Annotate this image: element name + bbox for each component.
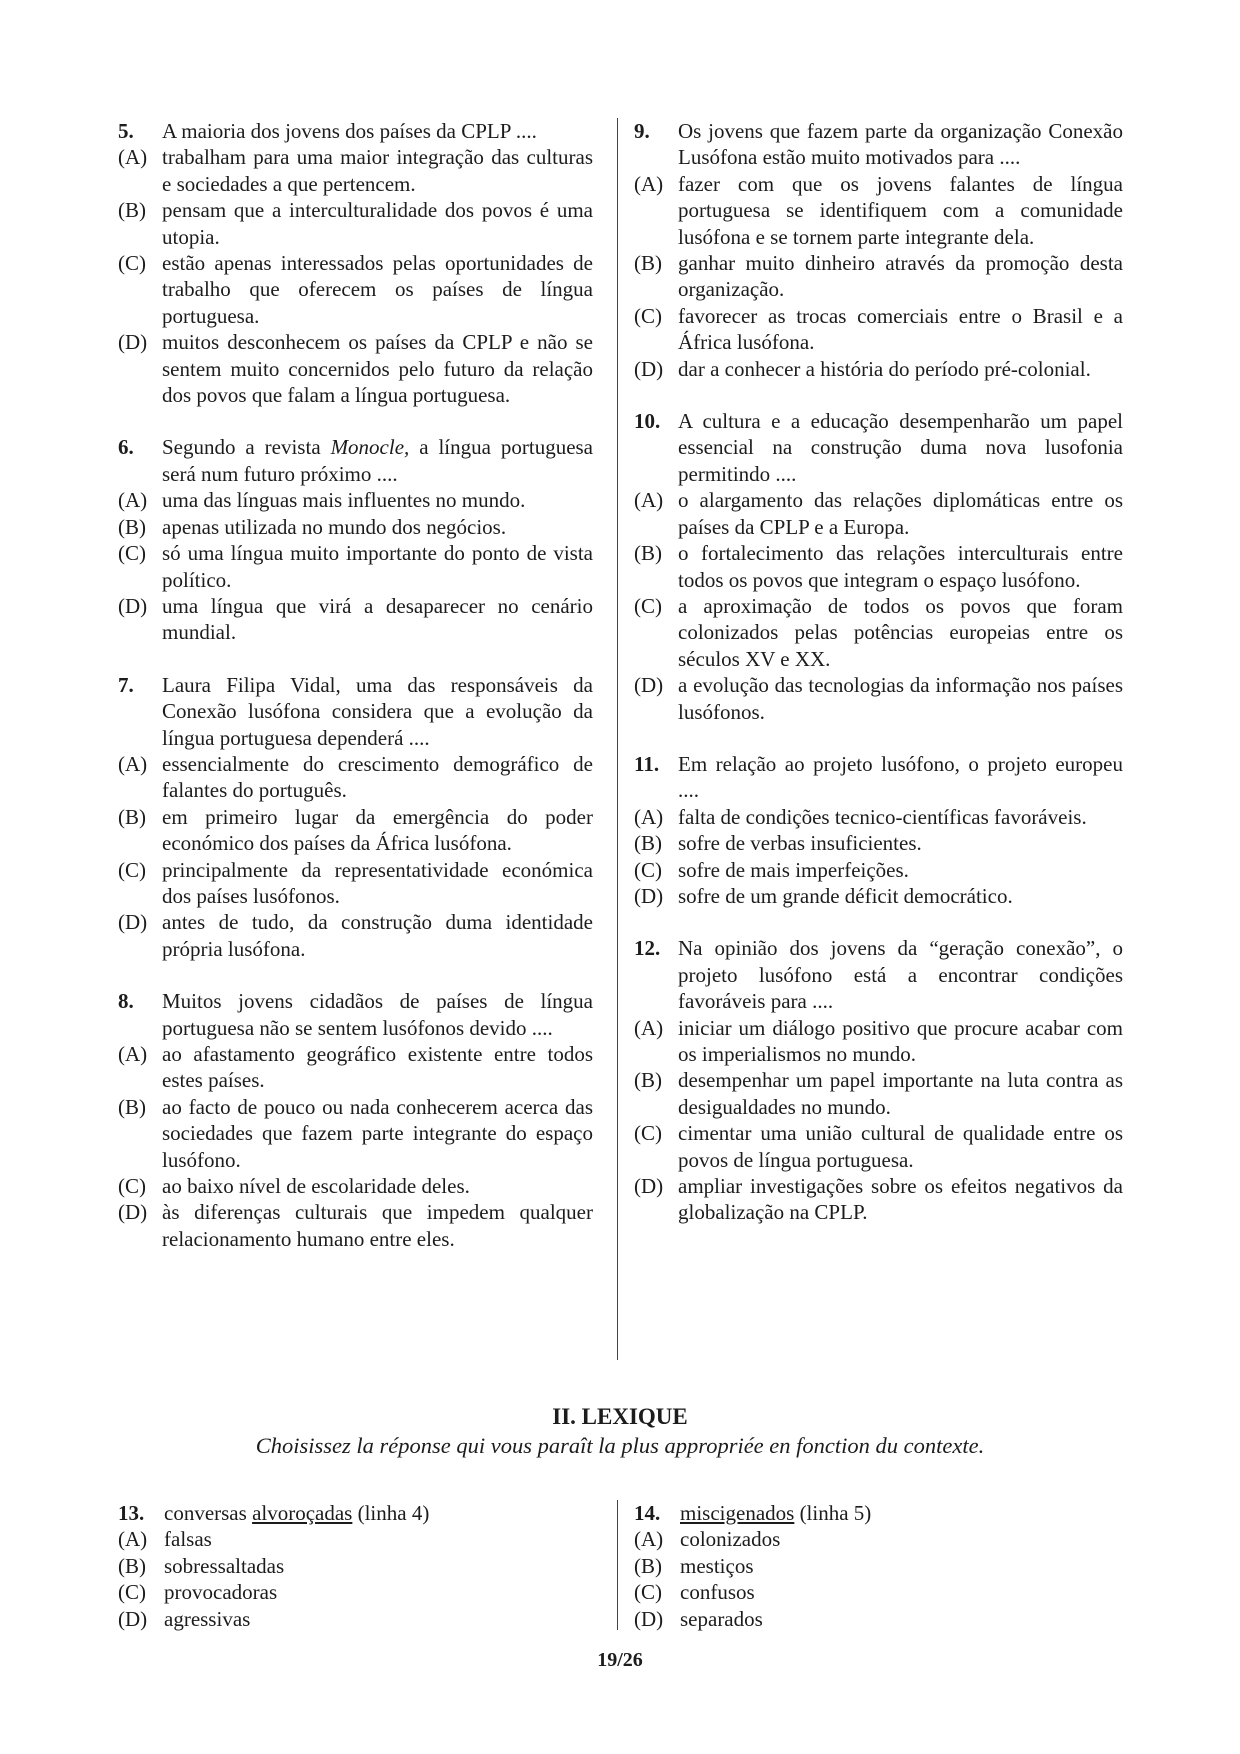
question-stem: A cultura e a educação desempenharão um papel essencial na construção duma nova lusofonia permitindo ....	[678, 409, 1123, 486]
option-text: sofre de um grande déficit democrático.	[678, 883, 1013, 908]
option-text: às diferenças culturais que impedem qualquer relacionamento humano entre eles.	[162, 1200, 593, 1251]
option-text: ganhar muito dinheiro através da promoção desta organização.	[678, 251, 1123, 302]
option-text: apenas utilizada no mundo dos negócios.	[162, 514, 507, 539]
question-number: 13.	[118, 1501, 145, 1525]
option-text: uma língua que virá a desaparecer no cenário mundial.	[162, 593, 593, 645]
stem-text: a língua portuguesa será num futuro próximo ....	[162, 435, 594, 486]
option-text: muitos desconhecem os países da CPLP e não se sentem muito concernidos pelo futuro da relação dos povos que falam a língua portuguesa.	[162, 330, 593, 408]
option-text: cimentar uma união cultural de qualidade entre os povos de língua portuguesa.	[678, 1121, 1123, 1172]
underlined-term: alvoroçadas	[252, 1501, 353, 1525]
option-text: ao facto de pouco ou nada conhecerem acerca das sociedades que fazem parte integrante do espaço lusófono.	[162, 1094, 593, 1172]
option-letter: (B)	[634, 831, 662, 856]
option-text: trabalham para uma maior integração das culturas e sociedades a que pertencem.	[162, 145, 593, 196]
question-number: 7.	[118, 672, 134, 697]
option-letter: (A)	[118, 488, 148, 513]
question-stem	[164, 1500, 593, 1526]
right-column	[634, 118, 1123, 1226]
question-stem	[680, 1500, 1123, 1526]
underlined-term: miscigenados	[680, 1501, 795, 1525]
option-text: iniciar um diálogo positivo que procure acabar com os imperialismos no mundo.	[678, 1015, 1123, 1066]
left-column	[118, 118, 593, 1252]
question-number: 8.	[118, 989, 134, 1014]
option-text: sobressaltadas	[164, 1553, 285, 1578]
option-letter: (D)	[118, 593, 148, 618]
option-letter: (B)	[118, 198, 146, 223]
option-text: mestiços	[680, 1553, 754, 1578]
option-letter: (B)	[118, 1553, 146, 1578]
question-10	[634, 408, 1123, 725]
option-letter: (C)	[118, 251, 146, 276]
question-number: 12.	[634, 936, 661, 961]
option-text: agressivas	[164, 1606, 251, 1631]
option-letter: (D)	[118, 1200, 148, 1225]
option-letter: (B)	[118, 514, 146, 539]
option-text: falta de condições tecnico-científicas favoráveis.	[678, 804, 1087, 829]
option-letter: (C)	[118, 541, 146, 566]
question-12	[634, 935, 1123, 1225]
stem-text: conversas	[164, 1501, 253, 1525]
option-letter: (A)	[118, 751, 148, 776]
option-text: fazer com que os jovens falantes de língua portuguesa se identifiquem com a comunidade lusófona e se tornem parte integrante dela.	[678, 171, 1123, 249]
option-letter: (A)	[118, 145, 148, 170]
option-letter: (D)	[634, 1174, 664, 1199]
question-stem: Os jovens que fazem parte da organização Conexão Lusófona estão muito motivados para ....	[678, 119, 1123, 170]
option-text: a evolução das tecnologias da informação nos países lusófonos.	[678, 673, 1123, 724]
option-letter: (C)	[118, 1580, 146, 1605]
question-number: 5.	[118, 119, 134, 143]
option-text: em primeiro lugar da emergência do poder económico dos países da África lusófona.	[162, 804, 593, 856]
option-text: antes de tudo, da construção duma identidade própria lusófona.	[162, 910, 593, 961]
option-letter: (C)	[118, 857, 146, 882]
page-number: 19/26	[597, 1649, 643, 1671]
question-number: 14.	[634, 1501, 661, 1525]
option-text: ao baixo nível de escolaridade deles.	[162, 1174, 470, 1199]
line-reference: (linha 4)	[352, 1501, 430, 1525]
option-text: dar a conhecer a história do período pré-colonial.	[678, 356, 1091, 381]
question-13	[118, 1500, 593, 1632]
question-14	[634, 1500, 1123, 1632]
option-letter: (D)	[118, 1606, 148, 1631]
question-stem: Em relação ao projeto lusófono, o projeto europeu ....	[678, 751, 1123, 803]
line-reference: (linha 5)	[794, 1501, 872, 1525]
option-letter: (D)	[118, 330, 148, 355]
option-text: o alargamento das relações diplomáticas entre os países da CPLP e a Europa.	[678, 488, 1123, 539]
option-letter: (D)	[118, 910, 148, 935]
option-text: separados	[680, 1606, 763, 1631]
option-letter: (C)	[634, 593, 662, 618]
option-letter: (C)	[634, 1580, 662, 1605]
option-text: pensam que a interculturalidade dos povos é uma utopia.	[162, 198, 593, 249]
question-stem: Muitos jovens cidadãos de países de língua portuguesa não se sentem lusófonos devido ....	[162, 989, 593, 1040]
option-letter: (B)	[634, 1553, 662, 1578]
option-letter: (D)	[634, 356, 664, 381]
question-stem: Laura Filipa Vidal, uma das responsáveis da Conexão lusófona considera que a evolução da língua portuguesa dependerá ....	[162, 672, 593, 750]
option-letter: (D)	[634, 883, 664, 908]
option-text: provocadoras	[164, 1580, 278, 1605]
option-text: ampliar investigações sobre os efeitos negativos da globalização na CPLP.	[678, 1174, 1123, 1225]
option-letter: (C)	[634, 1121, 662, 1146]
column-divider-bottom	[617, 1500, 618, 1630]
option-text: o fortalecimento das relações interculturais entre todos os povos que integram o espaço lusófono.	[678, 541, 1123, 592]
option-letter: (A)	[634, 1015, 664, 1040]
question-5	[118, 118, 593, 408]
option-letter: (A)	[634, 488, 664, 513]
option-text: colonizados	[680, 1527, 781, 1552]
question-stem	[162, 434, 593, 487]
option-letter: (A)	[118, 1042, 148, 1066]
option-letter: (A)	[634, 1527, 664, 1552]
section-heading: II. LEXIQUE	[552, 1404, 688, 1429]
option-letter: (C)	[634, 857, 662, 882]
stem-text: Segundo a revista	[162, 435, 331, 460]
option-text: sofre de verbas insuficientes.	[678, 831, 922, 856]
question-9	[634, 118, 1123, 382]
question-number: 9.	[634, 119, 650, 143]
option-letter: (D)	[634, 673, 664, 698]
option-letter: (B)	[118, 804, 146, 829]
magazine-title: Monocle,	[330, 435, 410, 460]
option-letter: (B)	[118, 1094, 146, 1119]
option-letter: (C)	[118, 1174, 146, 1199]
section-instruction: Choisissez la réponse qui vous paraît la plus appropriée en fonction du contexte.	[255, 1433, 985, 1458]
question-number: 10.	[634, 409, 661, 434]
option-text: ao afastamento geográfico existente entre todos estes países.	[162, 1042, 593, 1093]
option-text: principalmente da representatividade económica dos países lusófonos.	[162, 857, 593, 908]
question-6	[118, 434, 593, 645]
question-7	[118, 672, 593, 962]
question-8	[118, 988, 593, 1252]
option-letter: (B)	[634, 541, 662, 566]
question-stem: A maioria dos jovens dos países da CPLP ....	[162, 119, 537, 143]
option-letter: (A)	[634, 171, 664, 196]
option-text: estão apenas interessados pelas oportunidades de trabalho que oferecem os países de língua portuguesa.	[162, 251, 593, 328]
option-text: falsas	[164, 1527, 212, 1552]
option-letter: (D)	[634, 1606, 664, 1631]
option-letter: (A)	[634, 804, 664, 829]
option-text: a aproximação de todos os povos que foram colonizados pelas potências europeias entre os séculos XV e XX.	[678, 593, 1123, 671]
question-number: 11.	[634, 751, 660, 776]
option-letter: (B)	[634, 251, 662, 276]
question-stem: Na opinião dos jovens da “geração conexão”, o projeto lusófono está a encontrar condições favoráveis para ....	[678, 936, 1123, 1014]
option-text: favorecer as trocas comerciais entre o Brasil e a África lusófona.	[678, 303, 1123, 355]
option-text: confusos	[680, 1580, 755, 1605]
column-divider-top	[617, 118, 618, 1360]
option-text: só uma língua muito importante do ponto de vista político.	[162, 541, 593, 592]
option-letter: (A)	[118, 1527, 148, 1552]
option-text: essencialmente do crescimento demográfico de falantes do português.	[162, 751, 593, 803]
option-text: desempenhar um papel importante na luta contra as desigualdades no mundo.	[678, 1068, 1123, 1119]
option-text: sofre de mais imperfeições.	[678, 857, 909, 882]
option-text: uma das línguas mais influentes no mundo.	[162, 488, 526, 513]
option-letter: (C)	[634, 303, 662, 328]
question-number: 6.	[118, 435, 134, 460]
question-11	[634, 751, 1123, 909]
option-letter: (B)	[634, 1068, 662, 1093]
